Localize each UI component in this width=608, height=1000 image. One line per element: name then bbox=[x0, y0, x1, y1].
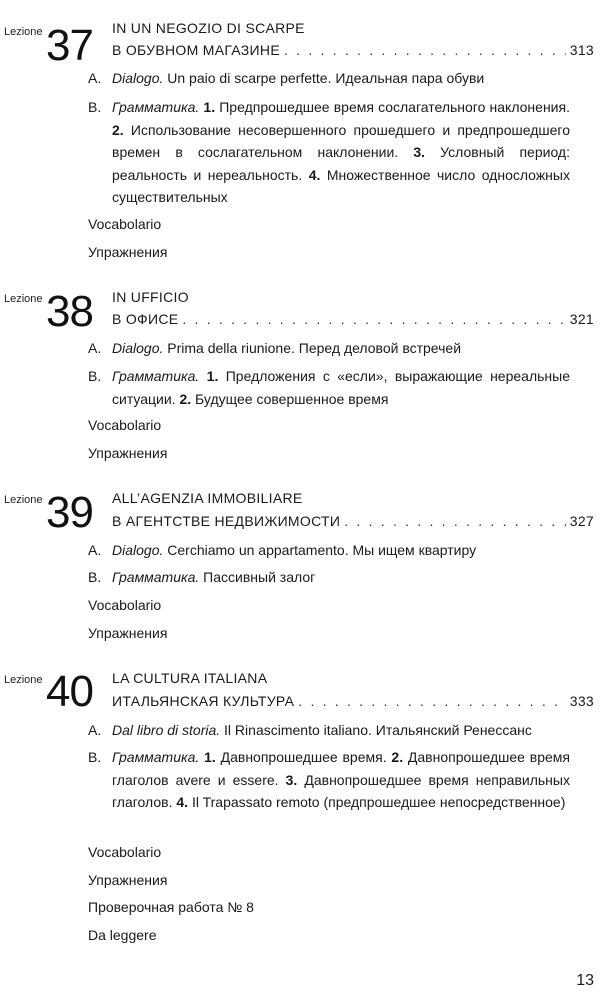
lesson-number: 40 bbox=[46, 667, 93, 716]
section-a bbox=[88, 67, 570, 90]
section-type: Dialogo. bbox=[112, 70, 164, 86]
page-ref: 321 bbox=[569, 311, 594, 327]
section-b bbox=[88, 96, 570, 209]
section-a bbox=[88, 539, 570, 562]
point-number: 4. bbox=[302, 166, 321, 183]
point-number: 1. bbox=[199, 368, 219, 384]
point-text: Множественное число односложных существительных bbox=[112, 166, 570, 205]
page-ref: 313 bbox=[569, 42, 594, 58]
point-number: 3. bbox=[398, 144, 426, 160]
point-number: 4. bbox=[172, 794, 189, 810]
section-marker: A. bbox=[88, 542, 102, 558]
section-type: Грамматика. bbox=[112, 749, 200, 765]
test-link: Проверочная работа № 8 bbox=[88, 899, 254, 915]
point-text: Il Trapassato remoto (предпрошедшее непосредственное) bbox=[188, 794, 566, 810]
point-text: Предпрошедшее время сослагательного наклонения. bbox=[215, 99, 570, 115]
section-marker: B. bbox=[88, 749, 102, 765]
point-text: Предложения с «если», выражающие нереальные ситуации. bbox=[112, 368, 570, 407]
section-text: Prima della riunione. Перед деловой встречей bbox=[163, 340, 462, 356]
section-marker: A. bbox=[88, 340, 102, 356]
section-text: Cerchiamo un appartamento. Мы ищем квартиру bbox=[163, 542, 477, 558]
section-text: Il Rinascimento italiano. Итальянский Ренессанс bbox=[220, 722, 532, 738]
point-text: Давнопрошедшее время. bbox=[215, 749, 387, 765]
point-number: 1. bbox=[199, 99, 216, 115]
lesson-title-it: LA CULTURA ITALIANA bbox=[112, 670, 268, 686]
point-number: 3. bbox=[278, 771, 298, 788]
section-a bbox=[88, 337, 570, 360]
section-marker: A. bbox=[88, 722, 102, 738]
point-text: Давнопрошедшее время неправильных глаголов. bbox=[112, 771, 570, 810]
section-type: Dialogo. bbox=[112, 542, 164, 558]
toc-entry-38[interactable] bbox=[112, 311, 594, 327]
section-type: Грамматика. bbox=[112, 569, 200, 585]
section-type: Грамматика. bbox=[112, 99, 200, 115]
lesson-title-it: IN UFFICIO bbox=[112, 289, 189, 305]
leader-dots bbox=[344, 513, 565, 529]
section-b bbox=[88, 566, 570, 589]
section-type: Грамматика. bbox=[112, 368, 200, 384]
point-text: Давнопрошедшее время глаголов avere и essere. bbox=[112, 749, 570, 788]
section-marker: B. bbox=[88, 569, 102, 585]
lesson-number: 39 bbox=[46, 488, 93, 537]
section-marker: B. bbox=[88, 99, 102, 115]
point-text: Будущее совершенное время bbox=[191, 390, 389, 407]
section-marker: B. bbox=[88, 368, 102, 384]
lesson-title-ru: ИТАЛЬЯНСКАЯ КУЛЬТУРА bbox=[112, 693, 295, 709]
vocabulary-link: Vocabolario bbox=[88, 216, 162, 232]
lesson-title-it: ALL’AGENZIA IMMOBILIARE bbox=[112, 490, 303, 506]
leader-dots bbox=[298, 693, 565, 709]
point-number: 2. bbox=[112, 121, 124, 138]
vocabulary-link: Vocabolario bbox=[88, 417, 162, 433]
exercises-link: Упражнения bbox=[88, 445, 168, 461]
section-b bbox=[88, 365, 570, 410]
toc-entry-37[interactable] bbox=[112, 42, 594, 58]
point-text: Условный период: реальность и нереальность. bbox=[112, 144, 570, 183]
section-marker: A. bbox=[88, 70, 102, 86]
point-number: 2. bbox=[386, 749, 404, 765]
lesson-number: 37 bbox=[46, 21, 93, 70]
exercises-link: Упражнения bbox=[88, 625, 168, 641]
lesson-title-ru: В ОБУВНОМ МАГАЗИНЕ bbox=[112, 42, 280, 58]
toc-entry-39[interactable] bbox=[112, 513, 594, 529]
lesson-label: Lezione bbox=[4, 494, 43, 506]
section-b bbox=[88, 746, 570, 814]
exercises-link: Упражнения bbox=[88, 872, 168, 888]
section-type: Dialogo. bbox=[112, 340, 164, 356]
lesson-label: Lezione bbox=[4, 26, 43, 38]
reading-link: Da leggere bbox=[88, 927, 157, 943]
page-number: 13 bbox=[576, 972, 594, 989]
page-ref: 333 bbox=[569, 693, 594, 709]
section-text: Un paio di scarpe perfette. Идеальная пара обуви bbox=[163, 70, 485, 86]
point-text: Использование несовершенного прошедшего и предпрошедшего времен в сослагательном наклонении. bbox=[112, 121, 570, 160]
exercises-link: Упражнения bbox=[88, 244, 168, 260]
lesson-title-it: IN UN NEGOZIO DI SCARPE bbox=[112, 20, 305, 36]
section-a bbox=[88, 719, 570, 742]
lesson-label: Lezione bbox=[4, 293, 43, 305]
point-number: 2. bbox=[175, 390, 192, 407]
point-number: 1. bbox=[199, 749, 216, 765]
vocabulary-link: Vocabolario bbox=[88, 597, 162, 613]
page-ref: 327 bbox=[569, 513, 594, 529]
lesson-number: 38 bbox=[46, 287, 93, 336]
vocabulary-link: Vocabolario bbox=[88, 844, 162, 860]
section-type: Dal libro di storia. bbox=[112, 722, 221, 738]
lesson-label: Lezione bbox=[4, 674, 43, 686]
toc-entry-40[interactable] bbox=[112, 693, 594, 709]
lesson-title-ru: В АГЕНТСТВЕ НЕДВИЖИМОСТИ bbox=[112, 513, 341, 529]
section-text: Пассивный залог bbox=[199, 569, 316, 585]
leader-dots bbox=[284, 42, 566, 58]
lesson-title-ru: В ОФИСЕ bbox=[112, 311, 179, 327]
leader-dots bbox=[182, 311, 565, 327]
